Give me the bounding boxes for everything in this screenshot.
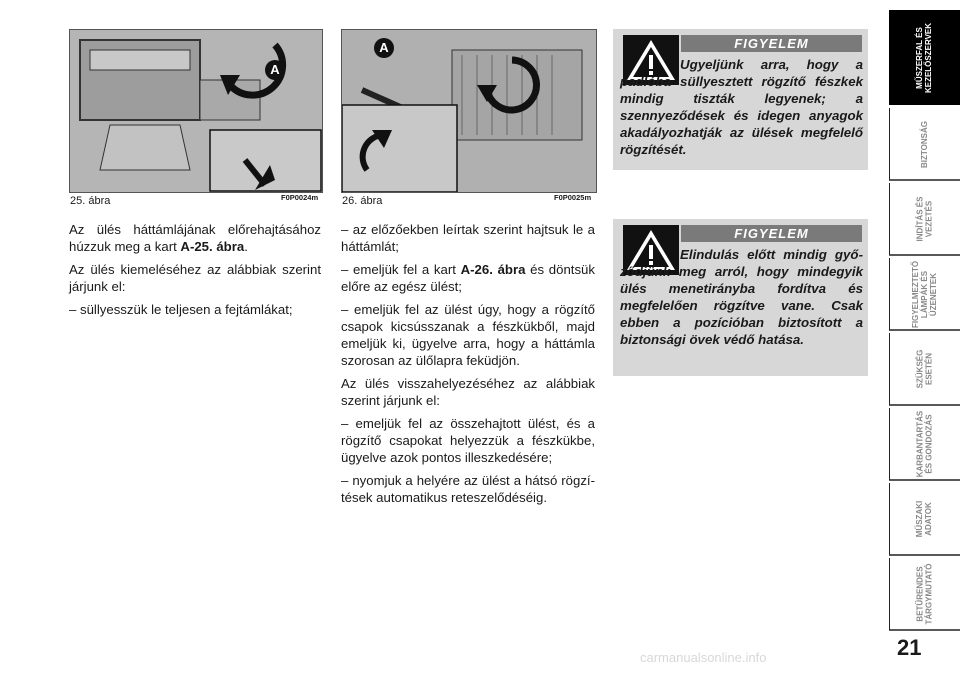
step-fold-backrest: – az előzőekben leírtak szerint hajtsuk le a háttámlát; bbox=[341, 222, 595, 254]
warning-title: FIGYELEM bbox=[681, 35, 862, 52]
figure-25-code: F0P0024m bbox=[281, 193, 319, 202]
figure-25-image bbox=[69, 29, 323, 193]
warning-text: Ugyeljünk arra, hogy a padlóba süllyesztett rögzítő fészkek mindig tiszták legyenek; a szennyeződések és idegen anyagok akadályozhatják az ülések megfelelő rögzítését. bbox=[620, 57, 863, 157]
tab-label: SZÜKSÉG ESETÉN bbox=[915, 349, 934, 389]
tab-label: MŰSZERFAL ÉS KEZELŐSZERVEK bbox=[915, 22, 934, 93]
paragraph-seat-removal: Az ülés kiemeléséhez az alábbiak szerint járjunk el: bbox=[69, 262, 321, 294]
figure-ref-a26: A-26. ábra bbox=[460, 262, 526, 277]
warning-title: FIGYELEM bbox=[681, 225, 862, 242]
step-lift-seat: – emeljük fel az ülést úgy, hogy a rögzítő csapok kicsússzanak a fészkükből, majd emeljük ki, ügyelve arra, hogy a háttámla szorosan az ülőlapra feküdjön. bbox=[341, 302, 595, 368]
tab-label: BETŰRENDES TÁRGYMUTATÓ bbox=[915, 563, 934, 625]
text-span: – emeljük fel a kart bbox=[341, 262, 461, 277]
tab-inditas[interactable] bbox=[889, 183, 960, 255]
callout-a-fig25: A bbox=[265, 60, 285, 80]
callout-a-fig26: A bbox=[374, 38, 394, 58]
warning-text: Elindulás előtt mindig győződjünk meg arról, hogy mindegyik ülés menetirányba fordítva és megfelelően rögzítve vane. Csak ebben a pozícióban biztosított a biztonsági övek védő hatása. bbox=[620, 247, 863, 347]
tab-biztonsag[interactable] bbox=[889, 108, 960, 180]
paragraph-refit: Az ülés visszahelyezéséhez az alábbiak szerint járjunk el: bbox=[341, 376, 595, 408]
warning-box-1 bbox=[613, 29, 868, 170]
page-number: 21 bbox=[897, 635, 922, 660]
column-2-text bbox=[341, 221, 595, 512]
tab-label: KARBANTARTÁS ÉS GONDOZÁS bbox=[915, 410, 934, 478]
tab-betyrendes[interactable] bbox=[889, 558, 960, 630]
watermark: carmanualsonline.info bbox=[640, 650, 767, 665]
step-insert-pins: – emeljük fel az összehajtott ülést, és a rögzítő csapokat helyezzük a fészkükbe, ügyelve azok pontos illeszkedésére; bbox=[341, 416, 595, 465]
paragraph-headrest: – süllyesszük le teljesen a fejtámlákat; bbox=[69, 302, 293, 317]
column-1-text bbox=[69, 221, 321, 324]
tab-karbantartas[interactable] bbox=[889, 408, 960, 480]
figure-ref-a25: A-25. ábra bbox=[180, 239, 245, 254]
warning-box-2 bbox=[613, 219, 868, 376]
text-span: és döntsük előre az egész ülést; bbox=[341, 262, 595, 294]
tab-label: MŰSZAKI ADATOK bbox=[915, 500, 934, 538]
paragraph-backrest bbox=[69, 221, 321, 255]
tab-muszerfal[interactable] bbox=[889, 10, 960, 105]
tab-figyelmezteto[interactable] bbox=[889, 258, 960, 330]
figure-26-code: F0P0025m bbox=[554, 193, 592, 202]
tab-label: INDÍTÁS ÉS VEZETÉS bbox=[915, 196, 934, 242]
text-span: Az ülés háttámlájának előrehajtásához húzzuk meg a kart bbox=[69, 222, 321, 254]
tab-label: BIZTONSÁG bbox=[920, 120, 929, 168]
tab-szukseg[interactable] bbox=[889, 333, 960, 405]
figure-26-caption: 26. ábra bbox=[342, 195, 383, 207]
step-press-seat: – nyomjuk a helyére az ülést a hátsó rögzítések automatikus reteszelődéséig. bbox=[341, 473, 595, 505]
tab-muszaki[interactable] bbox=[889, 483, 960, 555]
tab-label: FIGYELMEZTETŐ LÁMPÁK ÉS ÜZENETEK bbox=[910, 260, 938, 328]
step-lift-lever bbox=[341, 261, 595, 295]
figure-25-caption: 25. ábra bbox=[70, 195, 111, 207]
text-span: . bbox=[244, 239, 248, 254]
